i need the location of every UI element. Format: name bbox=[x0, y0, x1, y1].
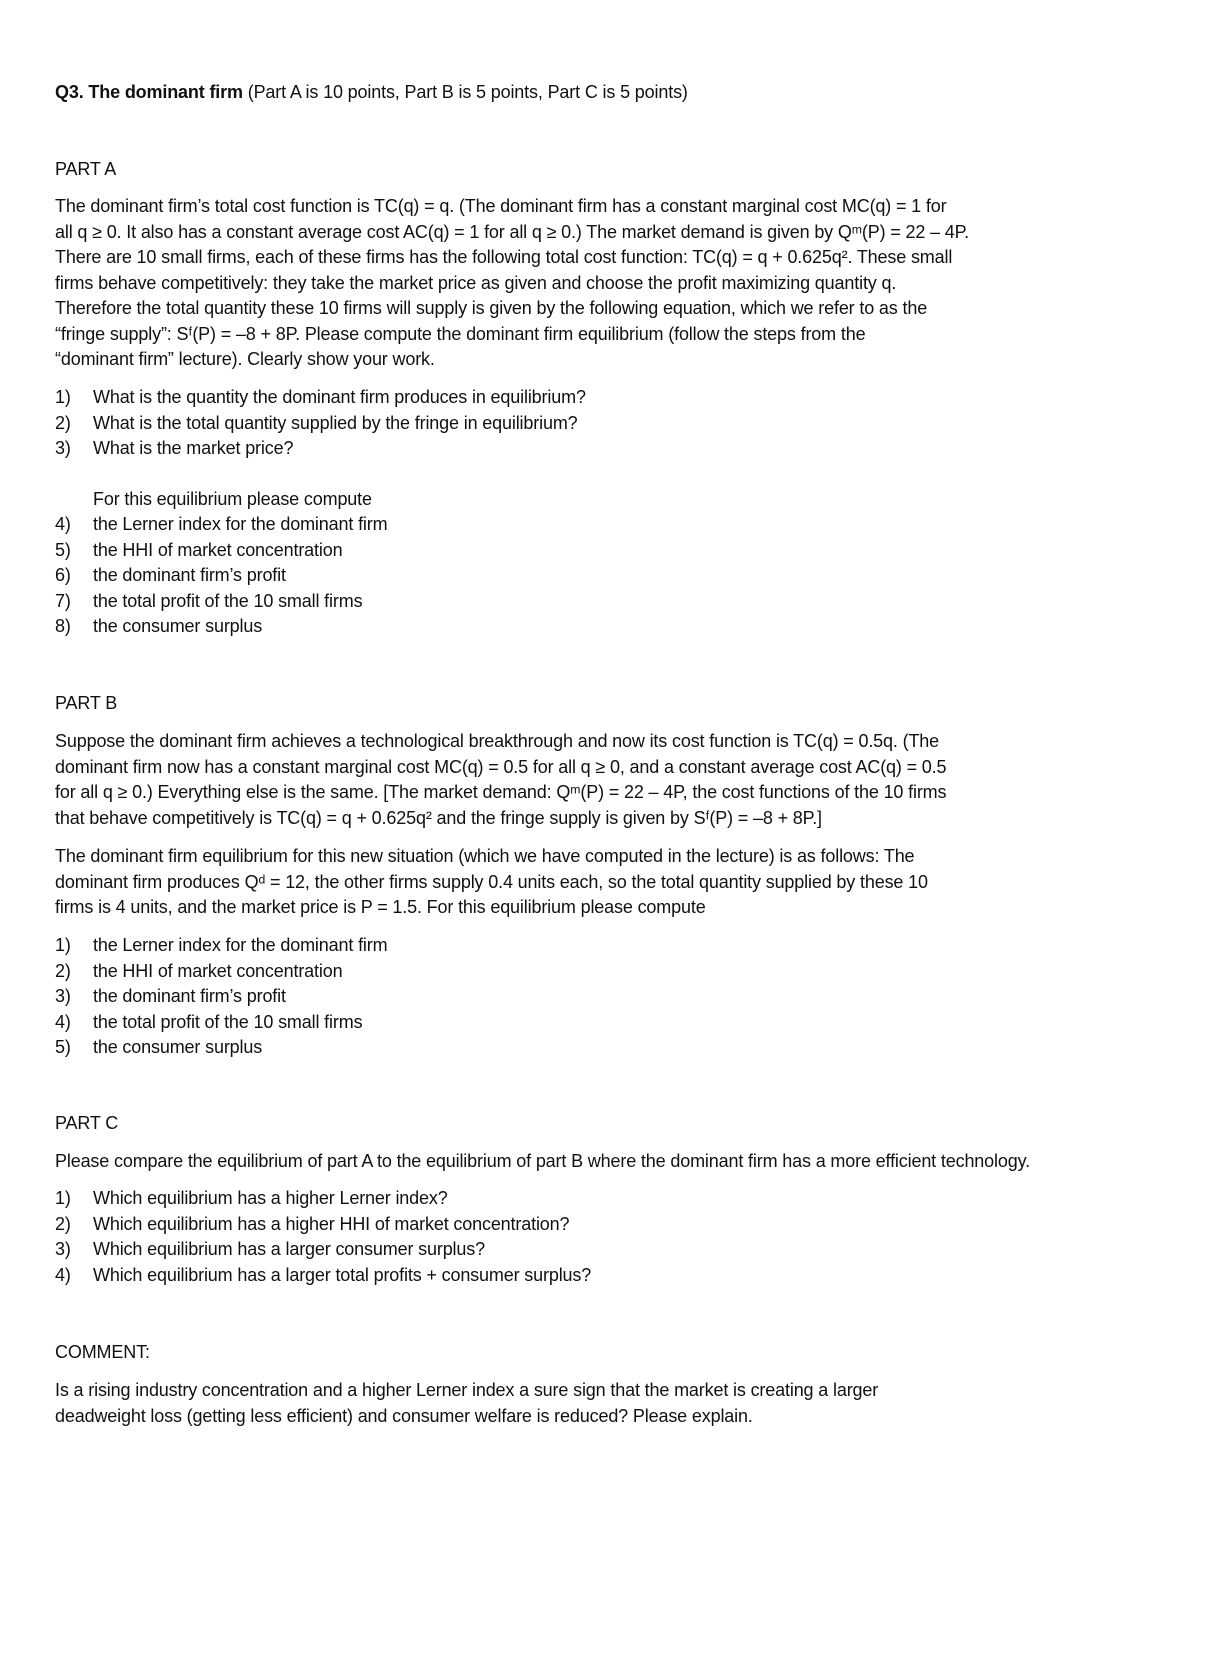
part-a-paragraph bbox=[55, 194, 969, 373]
list-item bbox=[55, 512, 387, 538]
part-c-heading: PART C bbox=[55, 1113, 119, 1133]
list-number: 4) bbox=[55, 1264, 71, 1285]
part-c-questions bbox=[55, 1186, 591, 1288]
list-number: 4) bbox=[55, 1011, 71, 1032]
text-line: Therefore the total quantity these 10 firms will supply is given by the following equation, which we refer to as the bbox=[55, 298, 928, 318]
list-number: 5) bbox=[55, 1037, 71, 1057]
list-text: What is the total quantity supplied by the fringe in equilibrium? bbox=[93, 412, 578, 433]
text-line: The dominant firm’s total cost function is TC(q) = q. (The dominant firm has a constant marginal cost MC(q) = 1 for bbox=[55, 196, 947, 216]
text-line: firms is 4 units, and the market price is P = 1.5. For this equilibrium please compute bbox=[55, 897, 706, 917]
list-item bbox=[55, 538, 387, 564]
list-text: the total profit of the 10 small firms bbox=[93, 1011, 363, 1032]
list-number: 1) bbox=[55, 387, 71, 407]
list-number: 1) bbox=[55, 1188, 71, 1208]
list-item bbox=[55, 1035, 387, 1061]
comment-paragraph bbox=[55, 1378, 878, 1429]
list-text: the consumer surplus bbox=[93, 1037, 263, 1057]
title-bold: Q3. The dominant firm bbox=[55, 82, 243, 102]
text-line: dominant firm now has a constant marginal cost MC(q) = 0.5 for all q ≥ 0, and a constant average cost AC(q) = 0.5 bbox=[55, 756, 947, 777]
list-item bbox=[55, 385, 586, 411]
part-b-heading: PART B bbox=[55, 693, 118, 713]
part-a-heading: PART A bbox=[55, 159, 117, 179]
list-text: Which equilibrium has a larger total profits + consumer surplus? bbox=[93, 1264, 592, 1285]
list-item bbox=[55, 436, 586, 462]
list-number: 3) bbox=[55, 986, 71, 1006]
list-text: Which equilibrium has a larger consumer surplus? bbox=[93, 1239, 485, 1259]
text-line: Suppose the dominant firm achieves a technological breakthrough and now its cost function is TC(q) = 0.5q. (The bbox=[55, 731, 940, 751]
text-line: “dominant firm” lecture). Clearly show your work. bbox=[55, 349, 435, 369]
text-line: There are 10 small firms, each of these firms has the following total cost function: TC(q) = q + 0.625q². These small bbox=[55, 247, 953, 267]
list-text: the Lerner index for the dominant firm bbox=[93, 935, 388, 955]
part-a-intro-2: For this equilibrium please compute bbox=[93, 489, 372, 509]
list-text: the consumer surplus bbox=[93, 616, 263, 636]
list-item bbox=[55, 984, 387, 1010]
list-item bbox=[55, 614, 387, 640]
list-item bbox=[55, 1186, 591, 1212]
part-b-paragraph-2 bbox=[55, 844, 928, 921]
text-line: dominant firm produces Qᵈ = 12, the other firms supply 0.4 units each, so the total quantity supplied by these 10 bbox=[55, 871, 928, 892]
part-b-paragraph-1 bbox=[55, 729, 946, 831]
list-item bbox=[55, 933, 387, 959]
text-line: firms behave competitively: they take the market price as given and choose the profit maximizing quantity q. bbox=[55, 272, 897, 293]
list-text: Which equilibrium has a higher HHI of market concentration? bbox=[93, 1213, 570, 1234]
text-line: Is a rising industry concentration and a higher Lerner index a sure sign that the market is creating a larger bbox=[55, 1380, 879, 1400]
list-text: the HHI of market concentration bbox=[93, 539, 343, 560]
list-text: the Lerner index for the dominant firm bbox=[93, 514, 388, 534]
list-text: the dominant firm’s profit bbox=[93, 986, 286, 1006]
list-item bbox=[55, 959, 387, 985]
list-item bbox=[55, 1212, 591, 1238]
list-item bbox=[55, 1010, 387, 1036]
text-line: “fringe supply”: Sᶠ(P) = –8 + 8P. Please compute the dominant firm equilibrium (follow the steps from the bbox=[55, 323, 866, 344]
list-number: 2) bbox=[55, 1213, 71, 1234]
part-b-questions bbox=[55, 933, 387, 1061]
question-title bbox=[55, 80, 688, 106]
comment-heading: COMMENT: bbox=[55, 1342, 150, 1362]
list-number: 7) bbox=[55, 590, 71, 611]
list-number: 6) bbox=[55, 565, 71, 585]
text-line: that behave competitively is TC(q) = q + 0.625q² and the fringe supply is given by Sᶠ(P) = –8 + 8P.] bbox=[55, 807, 822, 828]
list-number: 8) bbox=[55, 616, 71, 636]
list-text: the HHI of market concentration bbox=[93, 960, 343, 981]
part-c-paragraph: Please compare the equilibrium of part A to the equilibrium of part B where the dominant firm has a more efficient technology. bbox=[55, 1151, 1030, 1171]
list-item bbox=[55, 1237, 591, 1263]
list-number: 4) bbox=[55, 514, 71, 534]
part-a-questions-2 bbox=[55, 512, 387, 640]
list-item bbox=[55, 589, 387, 615]
list-number: 5) bbox=[55, 539, 71, 560]
text-line: The dominant firm equilibrium for this new situation (which we have computed in the lecture) is as follows: The bbox=[55, 846, 915, 866]
text-line: all q ≥ 0. It also has a constant average cost AC(q) = 1 for all q ≥ 0.) The market demand is given by Qᵐ(P) = 22 – 4P. bbox=[55, 221, 970, 242]
list-text: What is the quantity the dominant firm produces in equilibrium? bbox=[93, 387, 586, 407]
text-line: for all q ≥ 0.) Everything else is the same. [The market demand: Qᵐ(P) = 22 – 4P, the cost functions of the 10 firms bbox=[55, 782, 947, 802]
list-number: 3) bbox=[55, 1239, 71, 1259]
list-number: 2) bbox=[55, 412, 71, 433]
text-line: deadweight loss (getting less efficient) and consumer welfare is reduced? Please explain. bbox=[55, 1405, 753, 1426]
list-text: Which equilibrium has a higher Lerner index? bbox=[93, 1188, 448, 1208]
list-number: 1) bbox=[55, 935, 71, 955]
list-text: the total profit of the 10 small firms bbox=[93, 590, 363, 611]
list-text: the dominant firm’s profit bbox=[93, 565, 286, 585]
title-points: (Part A is 10 points, Part B is 5 points, Part C is 5 points) bbox=[242, 82, 688, 102]
list-number: 2) bbox=[55, 960, 71, 981]
part-a-questions-1 bbox=[55, 385, 586, 462]
list-item bbox=[55, 563, 387, 589]
list-item bbox=[55, 411, 586, 437]
list-text: What is the market price? bbox=[93, 438, 294, 458]
list-number: 3) bbox=[55, 438, 71, 458]
list-item bbox=[55, 1263, 591, 1289]
